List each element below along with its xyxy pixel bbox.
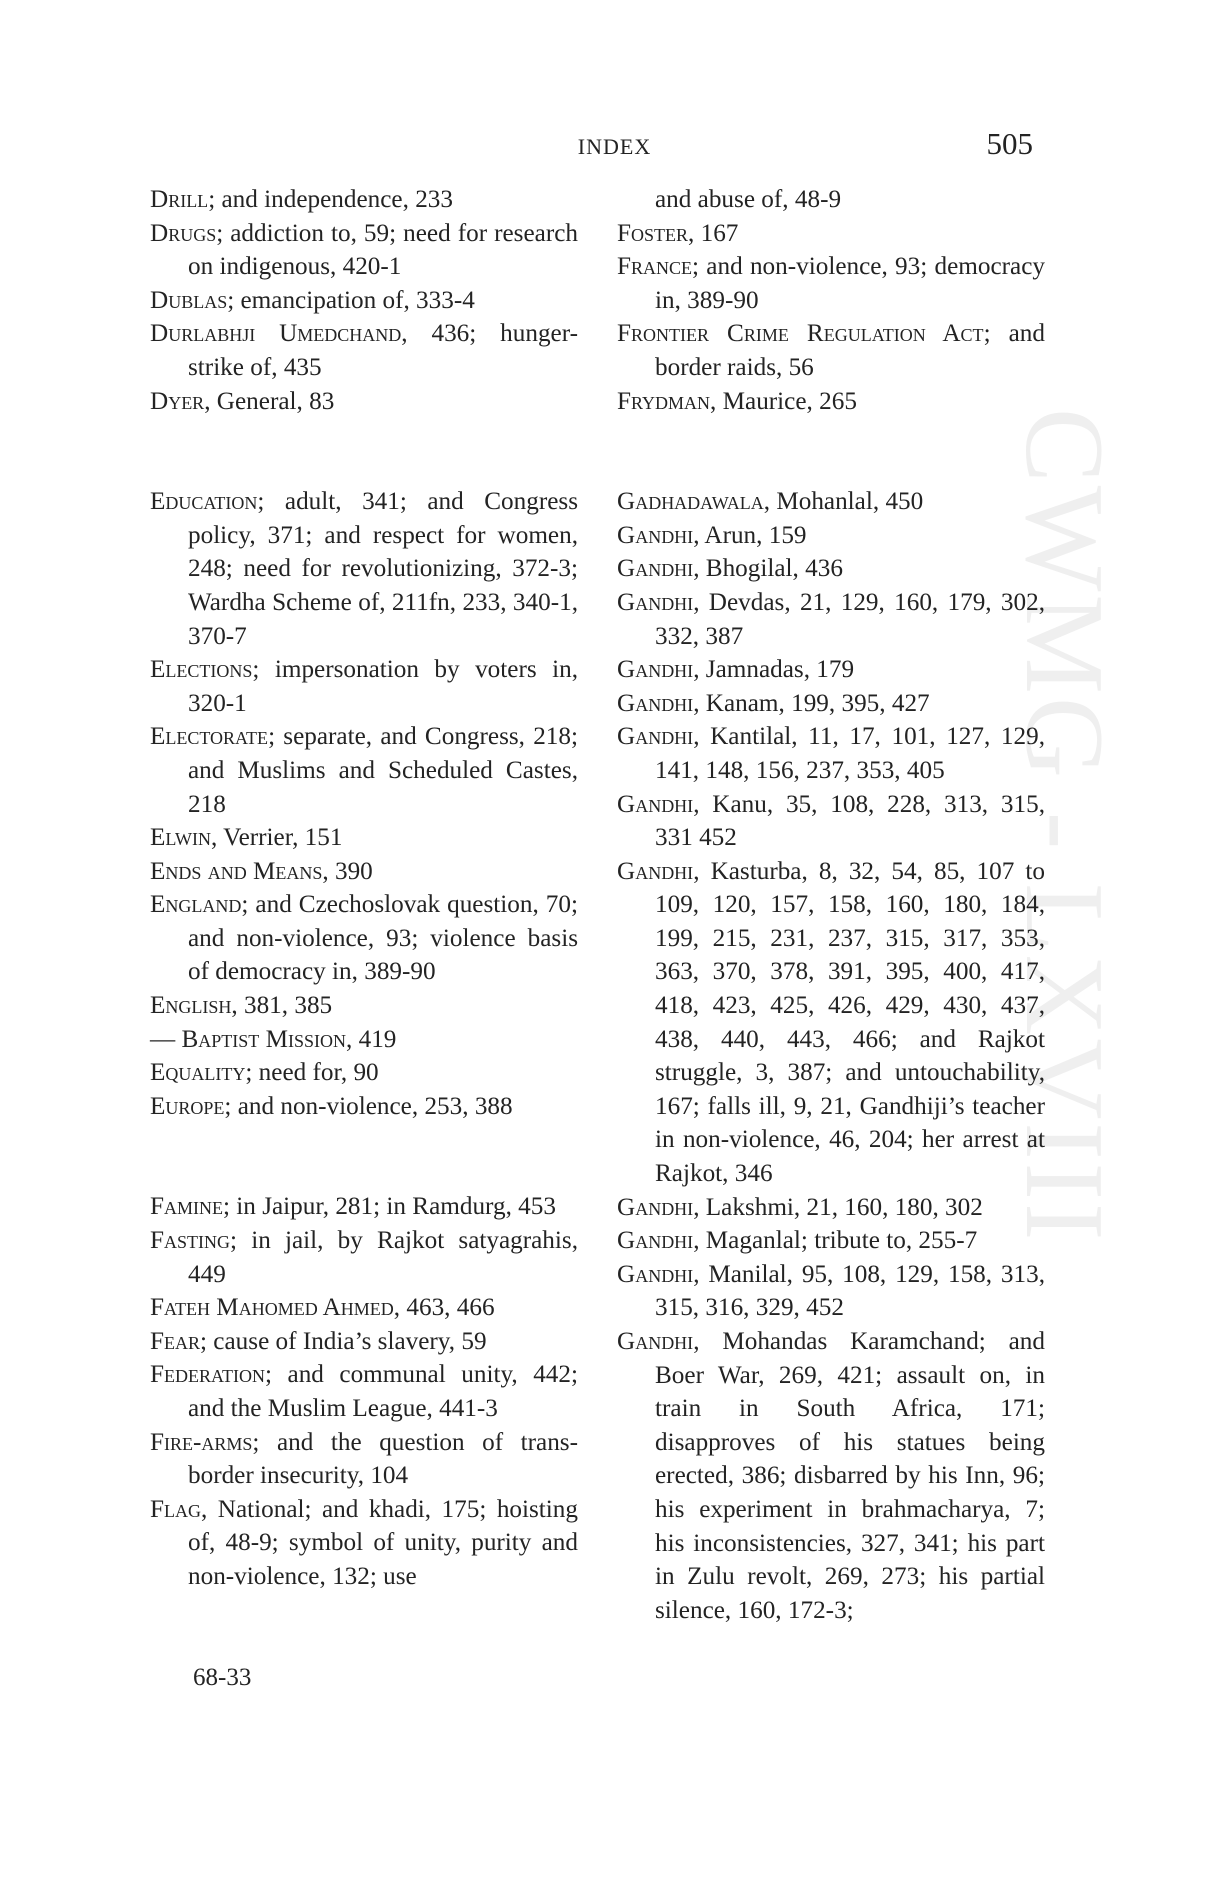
- entry-heading: Gandhi: [617, 1260, 694, 1288]
- entry-heading: Drill: [150, 186, 209, 213]
- index-entry: [150, 1056, 578, 1090]
- entry-text: ; and border raids, 56: [655, 320, 1045, 381]
- entry-heading: Gadhadawala: [617, 488, 764, 516]
- entry-text: , Devdas, 21, 129, 160, 179, 302, 332, 387: [655, 588, 1045, 650]
- entry-heading: Europe: [150, 1092, 225, 1120]
- index-entry: [617, 1224, 1045, 1258]
- entry-heading: Drugs: [150, 219, 217, 247]
- index-entry: [150, 1358, 578, 1425]
- entry-text: , 167: [688, 219, 739, 247]
- entry-text: , 463, 466: [393, 1294, 495, 1322]
- index-entry: [150, 485, 578, 653]
- index-entry: [150, 1224, 578, 1291]
- index-entry: [617, 687, 1045, 721]
- index-entry: [150, 653, 578, 720]
- group-gap: [150, 1123, 578, 1190]
- entry-text: ; and the question of trans-border insecurity, 104: [188, 1428, 578, 1490]
- entry-heading: Fasting: [150, 1227, 231, 1255]
- entry-text: , Maganlal; tribute to, 255-7: [693, 1227, 978, 1255]
- entry-text: ; emancipation of, 333-4: [227, 286, 475, 314]
- entry-text: ; cause of India’s slavery, 59: [200, 1327, 487, 1355]
- index-entry: [617, 1325, 1045, 1627]
- index-entry: [617, 1258, 1045, 1325]
- index-entry: [617, 855, 1045, 1191]
- entry-heading: France: [617, 253, 693, 281]
- entry-group: [150, 1190, 578, 1593]
- entry-heading: Gandhi: [617, 790, 694, 818]
- entry-heading: Equality: [150, 1059, 246, 1087]
- entry-heading: Gandhi: [617, 857, 694, 885]
- entry-text: ; separate, and Congress, 218; and Muslims and Scheduled Castes, 218: [188, 723, 578, 818]
- index-entry: [150, 720, 578, 821]
- entry-heading: Gandhi: [617, 1193, 694, 1221]
- entry-text: , 436; hunger-strike of, 435: [188, 320, 579, 381]
- entry-heading: Gandhi: [617, 588, 694, 616]
- index-entry: [617, 653, 1045, 687]
- entry-text: , Kasturba, 8, 32, 54, 85, 107 to 109, 120, 157, 158, 160, 180, 184, 199, 215, 231, 237, 315, 317, 353, 363, 370, 378, 391, 395, 400, 417, 418, 423, 425, 426, 429, 430, 437, 438, 440, 443, 466; and Rajkot struggle, 3, 387; and untouchability, 167; falls ill, 9, 21, Gandhiji’s teacher in non-violence, 46, 204; her arrest at Rajkot, 346: [655, 857, 1045, 1188]
- entry-text: , Mohanlal, 450: [763, 488, 924, 516]
- entry-text: ; and non-violence, 253, 388: [224, 1092, 513, 1120]
- entry-heading: Fateh Mahomed Ahmed: [150, 1294, 394, 1322]
- entry-text: , 419: [346, 1025, 397, 1053]
- entry-text: , Maurice, 265: [710, 387, 857, 415]
- entry-text: , 390: [322, 857, 373, 885]
- entry-heading: Dyer: [150, 387, 205, 415]
- entry-heading: Gandhi: [617, 521, 694, 549]
- index-entry: [617, 720, 1045, 787]
- entry-heading: Gandhi: [617, 1328, 694, 1355]
- entry-text: , Arun, 159: [693, 521, 807, 549]
- index-entry: [150, 1426, 578, 1493]
- entry-text: ; impersonation by voters in, 320-1: [188, 656, 578, 717]
- index-entry: [617, 788, 1045, 855]
- entry-heading: Frydman: [617, 387, 711, 415]
- entry-group: [617, 217, 1045, 419]
- entry-text: ; need for, 90: [245, 1059, 379, 1087]
- entry-text: ; and independence, 233: [208, 186, 453, 213]
- index-entry: [617, 250, 1045, 317]
- entry-text: , Verrier, 151: [211, 824, 343, 852]
- entry-heading: Foster: [617, 219, 689, 247]
- entry-text: , Kanam, 199, 395, 427: [693, 689, 930, 717]
- entry-text: , General, 83: [204, 387, 335, 415]
- index-entry: [150, 1325, 578, 1359]
- entry-heading: Gandhi: [617, 555, 694, 583]
- index-entry: [150, 888, 578, 989]
- entry-text: ; and non-violence, 93; democracy in, 389-90: [655, 253, 1045, 314]
- index-entry: [150, 855, 578, 889]
- entry-heading: Fire-arms: [150, 1428, 253, 1456]
- entry-heading: Electorate: [150, 723, 269, 751]
- entry-text: , Manilal, 95, 108, 129, 158, 313, 315, 316, 329, 452: [655, 1260, 1045, 1322]
- index-entry: [617, 217, 1045, 251]
- entry-text: ; adult, 341; and Congress policy, 371; and respect for women, 248; need for revolutionizing, 372-3; Wardha Scheme of, 211fn, 233, 340-1, 370-7: [188, 488, 578, 650]
- continued-entry: and abuse of, 48-9: [655, 186, 842, 213]
- entry-heading: Gandhi: [617, 656, 694, 684]
- entry-heading: — Baptist Mission: [150, 1025, 346, 1053]
- index-entry: [617, 485, 1045, 519]
- entry-heading: England: [150, 891, 242, 919]
- left-column: [150, 183, 578, 1594]
- index-entry: [150, 989, 578, 1023]
- entry-heading: Durlabhji Umedchand: [150, 320, 402, 348]
- index-entry: [150, 1493, 578, 1594]
- entry-text: , Bhogilal, 436: [693, 555, 843, 583]
- index-entry: [150, 317, 578, 384]
- entry-heading: Dublas: [150, 286, 228, 314]
- entry-heading: Flag: [150, 1495, 202, 1523]
- entry-heading: Gandhi: [617, 689, 694, 717]
- index-entry: [150, 1023, 578, 1057]
- entry-group: [150, 485, 578, 1123]
- group-gap: [150, 418, 578, 485]
- running-title: INDEX: [577, 134, 652, 159]
- watermark: CWMG - LXVIII: [1002, 408, 1126, 1244]
- entry-heading: Elwin: [150, 824, 212, 852]
- entry-heading: Education: [150, 488, 258, 516]
- entry-text: ; and communal unity, 442; and the Muslim League, 441-3: [188, 1361, 578, 1422]
- signature-mark: 68-33: [193, 1664, 252, 1691]
- index-entry: [150, 1190, 578, 1224]
- entry-heading: Gandhi: [617, 723, 694, 751]
- entry-text: , 381, 385: [231, 992, 333, 1020]
- index-entry: [617, 586, 1045, 653]
- entry-group: [617, 485, 1045, 1627]
- entry-text: , Mohandas Karamchand; and Boer War, 269, 421; assault on, in train in South Africa, 171; disapproves of his statues being erected, 386; disbarred by his Inn, 96; his experiment in brahmacharya, 7; his inconsistencies, 327, 341; his part in Zulu revolt, 269, 273; his partial silence, 160, 172-3;: [655, 1328, 1045, 1624]
- entry-heading: Frontier Crime Regulation Act: [617, 320, 984, 348]
- index-entry: [150, 183, 578, 217]
- entry-heading: Ends and Means: [150, 857, 323, 885]
- page-number: 505: [986, 126, 1033, 161]
- index-entry: [617, 385, 1045, 419]
- entry-text: ; in Jaipur, 281; in Ramdurg, 453: [223, 1193, 556, 1221]
- entry-text: , Jamnadas, 179: [693, 656, 855, 684]
- entry-text: , Lakshmi, 21, 160, 180, 302: [693, 1193, 983, 1221]
- index-entry: [150, 385, 578, 419]
- entry-heading: Famine: [150, 1193, 224, 1221]
- index-entry: [617, 552, 1045, 586]
- index-entry: [617, 1191, 1045, 1225]
- entry-text: ; and Czechoslovak question, 70; and non-violence, 93; violence basis of democracy in, 389-90: [188, 891, 578, 986]
- entry-text: , Kanu, 35, 108, 228, 313, 315, 331 452: [655, 790, 1045, 852]
- index-entry: [150, 821, 578, 855]
- right-column: [617, 183, 1045, 1627]
- entry-text: ; in jail, by Rajkot satyagrahis, 449: [188, 1227, 578, 1288]
- entry-group: [150, 183, 578, 418]
- entry-text: , Kantilal, 11, 17, 101, 127, 129, 141, 148, 156, 237, 353, 405: [655, 723, 1045, 784]
- entry-heading: Federation: [150, 1361, 265, 1389]
- entry-heading: Fear: [150, 1327, 201, 1355]
- entry-heading: Gandhi: [617, 1227, 694, 1255]
- index-entry: [150, 1090, 578, 1124]
- entry-heading: English: [150, 992, 232, 1020]
- index-entry: [150, 1291, 578, 1325]
- group-gap: [617, 418, 1045, 485]
- entry-text: ; addiction to, 59; need for research on indigenous, 420-1: [188, 219, 578, 281]
- index-entry: [617, 519, 1045, 553]
- entry-heading: Elections: [150, 656, 253, 684]
- index-entry: [617, 317, 1045, 384]
- index-entry: [150, 284, 578, 318]
- index-entry: [150, 217, 578, 284]
- entry-text: , National; and khadi, 175; hoisting of, 48-9; symbol of unity, purity and non-violence, 132; use: [188, 1495, 578, 1590]
